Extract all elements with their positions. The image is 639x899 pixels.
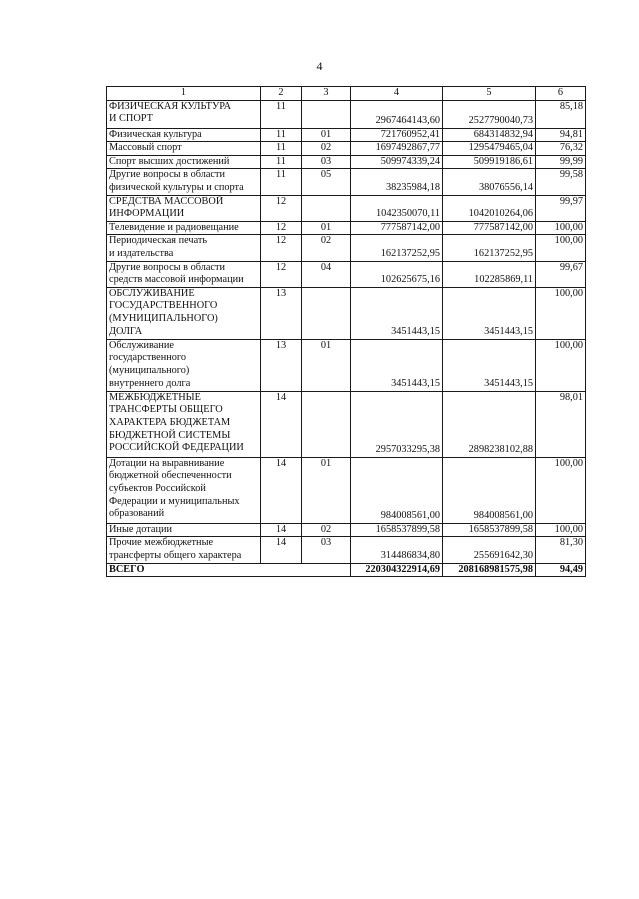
row-plan-amount-cell: 2967464143,60 (351, 100, 443, 128)
table-row (107, 339, 586, 391)
row-percent-cell: 99,99 (536, 155, 586, 169)
row-name-cell: Другие вопросы в области средств массовой информации (107, 261, 261, 287)
row-fact-amount-cell: 509919186,61 (443, 155, 536, 169)
header-cell: 4 (351, 87, 443, 101)
row-subsection-code-cell (302, 195, 351, 221)
row-plan-amount-cell: 777587142,00 (351, 221, 443, 235)
row-section-code-cell: 14 (261, 391, 302, 457)
row-fact-amount-cell: 3451443,15 (443, 339, 536, 391)
row-name-cell: Дотации на выравнивание бюджетной обеспеченности субъектов Российской Федерации и муниципальных образований (107, 457, 261, 523)
row-name-cell: ОБСЛУЖИВАНИЕ ГОСУДАРСТВЕННОГО (МУНИЦИПАЛЬНОГО) ДОЛГА (107, 287, 261, 339)
row-name-cell: Иные дотации (107, 523, 261, 537)
table-row (107, 457, 586, 523)
row-subsection-code-cell (302, 287, 351, 339)
row-subsection-code-cell (302, 391, 351, 457)
row-plan-amount-cell: 38235984,18 (351, 169, 443, 195)
row-name-cell: Физическая культура (107, 128, 261, 142)
row-section-code-cell: 11 (261, 155, 302, 169)
header-cell: 1 (107, 87, 261, 101)
row-plan-amount-cell: 509974339,24 (351, 155, 443, 169)
table-row (107, 128, 586, 142)
row-subsection-code-cell (302, 100, 351, 128)
row-percent-cell: 100,00 (536, 287, 586, 339)
row-name-cell: ФИЗИЧЕСКАЯ КУЛЬТУРА И СПОРТ (107, 100, 261, 128)
row-plan-amount-cell: 102625675,16 (351, 261, 443, 287)
row-fact-amount-cell: 777587142,00 (443, 221, 536, 235)
row-percent-cell: 100,00 (536, 235, 586, 261)
row-fact-amount-cell: 984008561,00 (443, 457, 536, 523)
row-section-code-cell: 13 (261, 339, 302, 391)
row-plan-amount-cell: 3451443,15 (351, 339, 443, 391)
table-row (107, 169, 586, 195)
table-row (107, 235, 586, 261)
row-section-code-cell: 12 (261, 221, 302, 235)
row-fact-amount-cell: 1658537899,58 (443, 523, 536, 537)
total-label-cell: ВСЕГО (107, 563, 351, 577)
row-name-cell: Обслуживание государственного (муниципального) внутреннего долга (107, 339, 261, 391)
row-subsection-code-cell: 04 (302, 261, 351, 287)
row-section-code-cell: 13 (261, 287, 302, 339)
row-percent-cell: 100,00 (536, 339, 586, 391)
row-section-code-cell: 12 (261, 261, 302, 287)
row-name-cell: Прочие межбюджетные трансферты общего характера (107, 537, 261, 563)
row-percent-cell: 100,00 (536, 523, 586, 537)
row-subsection-code-cell: 05 (302, 169, 351, 195)
row-percent-cell: 81,30 (536, 537, 586, 563)
row-subsection-code-cell: 01 (302, 339, 351, 391)
row-percent-cell: 100,00 (536, 221, 586, 235)
table-row-section (107, 100, 586, 128)
row-fact-amount-cell: 3451443,15 (443, 287, 536, 339)
row-fact-amount-cell: 2898238102,88 (443, 391, 536, 457)
budget-table (106, 86, 586, 577)
table-row (107, 537, 586, 563)
row-percent-cell: 76,32 (536, 142, 586, 156)
row-plan-amount-cell: 162137252,95 (351, 235, 443, 261)
row-subsection-code-cell: 01 (302, 457, 351, 523)
row-subsection-code-cell: 02 (302, 523, 351, 537)
row-plan-amount-cell: 984008561,00 (351, 457, 443, 523)
row-percent-cell: 85,18 (536, 100, 586, 128)
row-section-code-cell: 12 (261, 195, 302, 221)
row-fact-amount-cell: 684314832,94 (443, 128, 536, 142)
row-fact-amount-cell: 255691642,30 (443, 537, 536, 563)
row-section-code-cell: 12 (261, 235, 302, 261)
row-name-cell: МЕЖБЮДЖЕТНЫЕ ТРАНСФЕРТЫ ОБЩЕГО ХАРАКТЕРА БЮДЖЕТАМ БЮДЖЕТНОЙ СИСТЕМЫ РОССИЙСКОЙ ФЕДЕРАЦИИ (107, 391, 261, 457)
row-subsection-code-cell: 01 (302, 128, 351, 142)
row-name-cell: Спорт высших достижений (107, 155, 261, 169)
row-section-code-cell: 11 (261, 100, 302, 128)
row-subsection-code-cell: 01 (302, 221, 351, 235)
row-percent-cell: 100,00 (536, 457, 586, 523)
row-fact-amount-cell: 162137252,95 (443, 235, 536, 261)
row-fact-amount-cell: 38076556,14 (443, 169, 536, 195)
header-row (107, 87, 586, 101)
row-fact-amount-cell: 1042010264,06 (443, 195, 536, 221)
row-fact-amount-cell: 2527790040,73 (443, 100, 536, 128)
row-section-code-cell: 11 (261, 169, 302, 195)
total-fact-amount-cell: 208168981575,98 (443, 563, 536, 577)
table-row (107, 261, 586, 287)
row-section-code-cell: 11 (261, 128, 302, 142)
row-fact-amount-cell: 102285869,11 (443, 261, 536, 287)
row-subsection-code-cell: 03 (302, 155, 351, 169)
table-row (107, 221, 586, 235)
table-row-total (107, 563, 586, 577)
row-percent-cell: 99,67 (536, 261, 586, 287)
row-name-cell: Телевидение и радиовещание (107, 221, 261, 235)
row-percent-cell: 99,58 (536, 169, 586, 195)
row-plan-amount-cell: 314486834,80 (351, 537, 443, 563)
page-number: 4 (316, 59, 323, 73)
row-subsection-code-cell: 02 (302, 235, 351, 261)
row-name-cell: Массовый спорт (107, 142, 261, 156)
row-section-code-cell: 11 (261, 142, 302, 156)
table-row-section (107, 195, 586, 221)
row-section-code-cell: 14 (261, 457, 302, 523)
row-percent-cell: 99,97 (536, 195, 586, 221)
table-row-section (107, 287, 586, 339)
row-fact-amount-cell: 1295479465,04 (443, 142, 536, 156)
row-name-cell: Периодическая печать и издательства (107, 235, 261, 261)
table-row (107, 523, 586, 537)
row-subsection-code-cell: 03 (302, 537, 351, 563)
table-row-section (107, 391, 586, 457)
row-plan-amount-cell: 1697492867,77 (351, 142, 443, 156)
row-percent-cell: 94,81 (536, 128, 586, 142)
row-plan-amount-cell: 1042350070,11 (351, 195, 443, 221)
header-cell: 2 (261, 87, 302, 101)
row-plan-amount-cell: 721760952,41 (351, 128, 443, 142)
row-plan-amount-cell: 2957033295,38 (351, 391, 443, 457)
header-cell: 3 (302, 87, 351, 101)
row-section-code-cell: 14 (261, 537, 302, 563)
row-percent-cell: 98,01 (536, 391, 586, 457)
total-percent-cell: 94,49 (536, 563, 586, 577)
table-row (107, 142, 586, 156)
row-name-cell: СРЕДСТВА МАССОВОЙ ИНФОРМАЦИИ (107, 195, 261, 221)
total-plan-amount-cell: 220304322914,69 (351, 563, 443, 577)
row-section-code-cell: 14 (261, 523, 302, 537)
header-cell: 5 (443, 87, 536, 101)
table-row (107, 155, 586, 169)
row-plan-amount-cell: 3451443,15 (351, 287, 443, 339)
row-plan-amount-cell: 1658537899,58 (351, 523, 443, 537)
row-name-cell: Другие вопросы в области физической культуры и спорта (107, 169, 261, 195)
row-subsection-code-cell: 02 (302, 142, 351, 156)
header-cell: 6 (536, 87, 586, 101)
